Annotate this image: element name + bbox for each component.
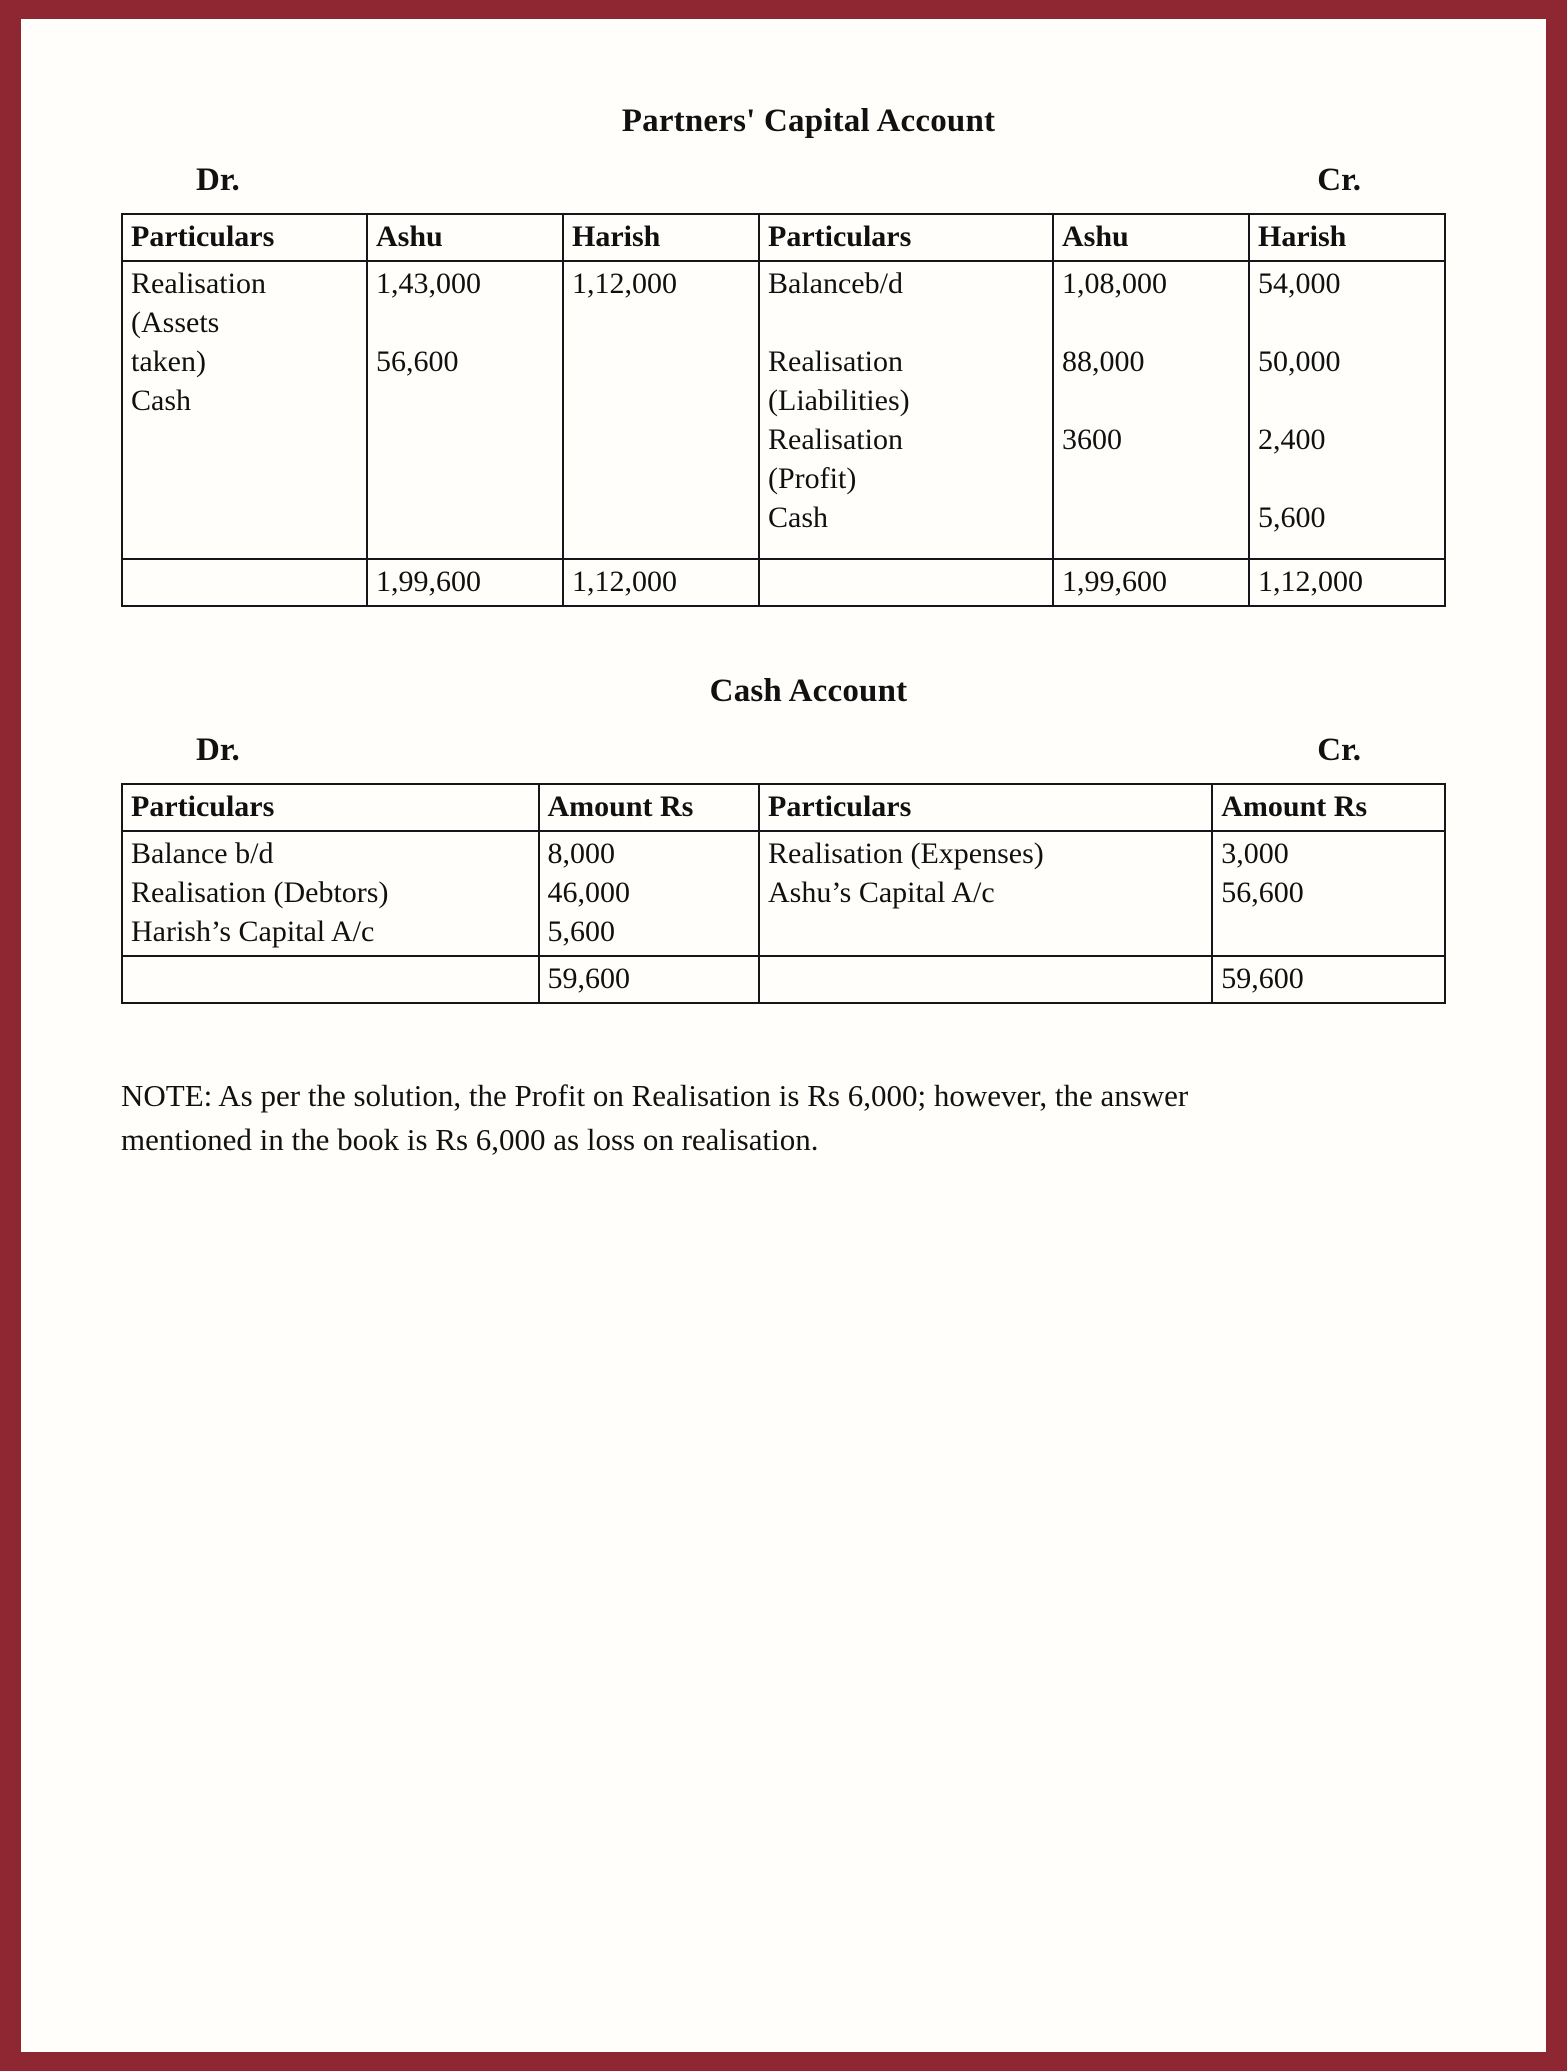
credit-ashu-line-5: 3600 [1062, 423, 1122, 456]
totals-credit-particulars [759, 559, 1053, 606]
totals-debit-harish: 1,12,000 [563, 559, 759, 606]
cash-account-header-row [122, 784, 1445, 831]
credit-harish-line-3: 50,000 [1258, 345, 1341, 378]
cash-header-particulars-debit: Particulars [122, 784, 539, 831]
credit-ashu-line-3: 88,000 [1062, 345, 1145, 378]
section-spacer [121, 607, 1446, 673]
totals-credit-harish: 1,12,000 [1249, 559, 1445, 606]
capital-account-dr-label: Dr. [196, 162, 240, 198]
credit-harish-line-7: 5,600 [1258, 501, 1326, 534]
page-inner [21, 19, 1546, 2052]
capital-account-totals-row [122, 559, 1445, 606]
debit-particulars-line-2: (Assets [131, 306, 220, 339]
totals-debit-particulars [122, 559, 367, 606]
credit-harish-cell [1249, 261, 1445, 559]
note-paragraph: NOTE: As per the solution, the Profit on Realisation is Rs 6,000; however, the answer mentioned in the book is Rs 6,000 as loss on realisation. [121, 1078, 1189, 1158]
cash-credit-particulars-cell [759, 831, 1212, 956]
credit-harish-line-5: 2,400 [1258, 423, 1326, 456]
credit-particulars-line-6: (Profit) [768, 462, 857, 495]
cash-debit-particulars-line-3: Harish’s Capital A/c [131, 915, 375, 948]
cash-account-dr-label: Dr. [196, 732, 240, 768]
cash-credit-amount-line-1: 3,000 [1221, 837, 1289, 870]
debit-ashu-line-3: 56,600 [376, 345, 459, 378]
cash-account-section [121, 673, 1446, 1004]
cash-account-drcr-row [121, 732, 1446, 769]
debit-particulars-line-1: Realisation [131, 267, 266, 300]
credit-particulars-line-1: Balanceb/d [768, 267, 903, 300]
debit-particulars-line-3: taken) [131, 345, 206, 378]
credit-particulars-line-7: Cash [768, 501, 828, 534]
debit-ashu-cell [367, 261, 563, 559]
cash-credit-particulars-line-2: Ashu’s Capital A/c [768, 876, 995, 909]
header-harish-credit: Harish [1249, 214, 1445, 261]
cash-account-title: Cash Account [709, 673, 908, 709]
cash-debit-particulars-cell [122, 831, 539, 956]
credit-harish-line-1: 54,000 [1258, 267, 1341, 300]
cash-totals-debit-particulars [122, 956, 539, 1003]
header-ashu-debit: Ashu [367, 214, 563, 261]
debit-harish-line-1: 1,12,000 [572, 267, 677, 300]
cash-debit-amount-line-1: 8,000 [547, 837, 615, 870]
capital-account-drcr-row [121, 162, 1446, 199]
header-particulars-debit: Particulars [122, 214, 367, 261]
capital-account-cr-label: Cr. [1317, 162, 1361, 198]
cash-debit-amount-line-3: 5,600 [547, 915, 615, 948]
credit-particulars-line-3: Realisation [768, 345, 903, 378]
cash-account-totals-row [122, 956, 1445, 1003]
cash-totals-credit-particulars [759, 956, 1212, 1003]
cash-debit-amount-cell [539, 831, 760, 956]
debit-particulars-cell [122, 261, 367, 559]
credit-particulars-cell [759, 261, 1053, 559]
capital-account-body-row [122, 261, 1445, 559]
totals-credit-ashu: 1,99,600 [1053, 559, 1249, 606]
cash-header-amount-debit-line-2: Rs [660, 790, 694, 823]
page-frame [18, 16, 1549, 2055]
capital-account-header-row [122, 214, 1445, 261]
credit-particulars-line-5: Realisation [768, 423, 903, 456]
cash-account-table [121, 783, 1446, 1004]
cash-header-amount-credit-line-2: Rs [1333, 790, 1368, 823]
cash-totals-debit-amount: 59,600 [539, 956, 760, 1003]
cash-totals-credit-amount: 59,600 [1212, 956, 1445, 1003]
capital-account-table [121, 213, 1446, 607]
cash-header-particulars-credit: Particulars [759, 784, 1212, 831]
cash-header-amount-debit [539, 784, 760, 831]
cash-debit-amount-line-2: 46,000 [547, 876, 630, 909]
cash-credit-particulars-line-1: Realisation (Expenses) [768, 837, 1044, 870]
debit-particulars-line-4: Cash [131, 384, 191, 417]
totals-debit-ashu: 1,99,600 [367, 559, 563, 606]
header-harish-debit: Harish [563, 214, 759, 261]
cash-account-cr-label: Cr. [1317, 732, 1361, 768]
capital-account-title: Partners' Capital Account [621, 103, 996, 139]
cash-header-amount-credit-line-1: Amount [1221, 790, 1327, 823]
cash-account-body-row [122, 831, 1445, 956]
cash-header-amount-credit [1212, 784, 1445, 831]
header-particulars-credit: Particulars [759, 214, 1053, 261]
credit-ashu-cell [1053, 261, 1249, 559]
cash-debit-particulars-line-2: Realisation (Debtors) [131, 876, 389, 909]
credit-ashu-line-1: 1,08,000 [1062, 267, 1167, 300]
credit-particulars-line-4: (Liabilities) [768, 384, 910, 417]
debit-harish-cell [563, 261, 759, 559]
capital-account-section [121, 103, 1446, 607]
cash-debit-particulars-line-1: Balance b/d [131, 837, 274, 870]
header-ashu-credit: Ashu [1053, 214, 1249, 261]
cash-credit-amount-line-2: 56,600 [1221, 876, 1304, 909]
cash-credit-amount-cell [1212, 831, 1445, 956]
cash-header-amount-debit-line-1: Amount [547, 790, 653, 823]
document-content [21, 19, 1546, 2052]
debit-ashu-line-1: 1,43,000 [376, 267, 481, 300]
